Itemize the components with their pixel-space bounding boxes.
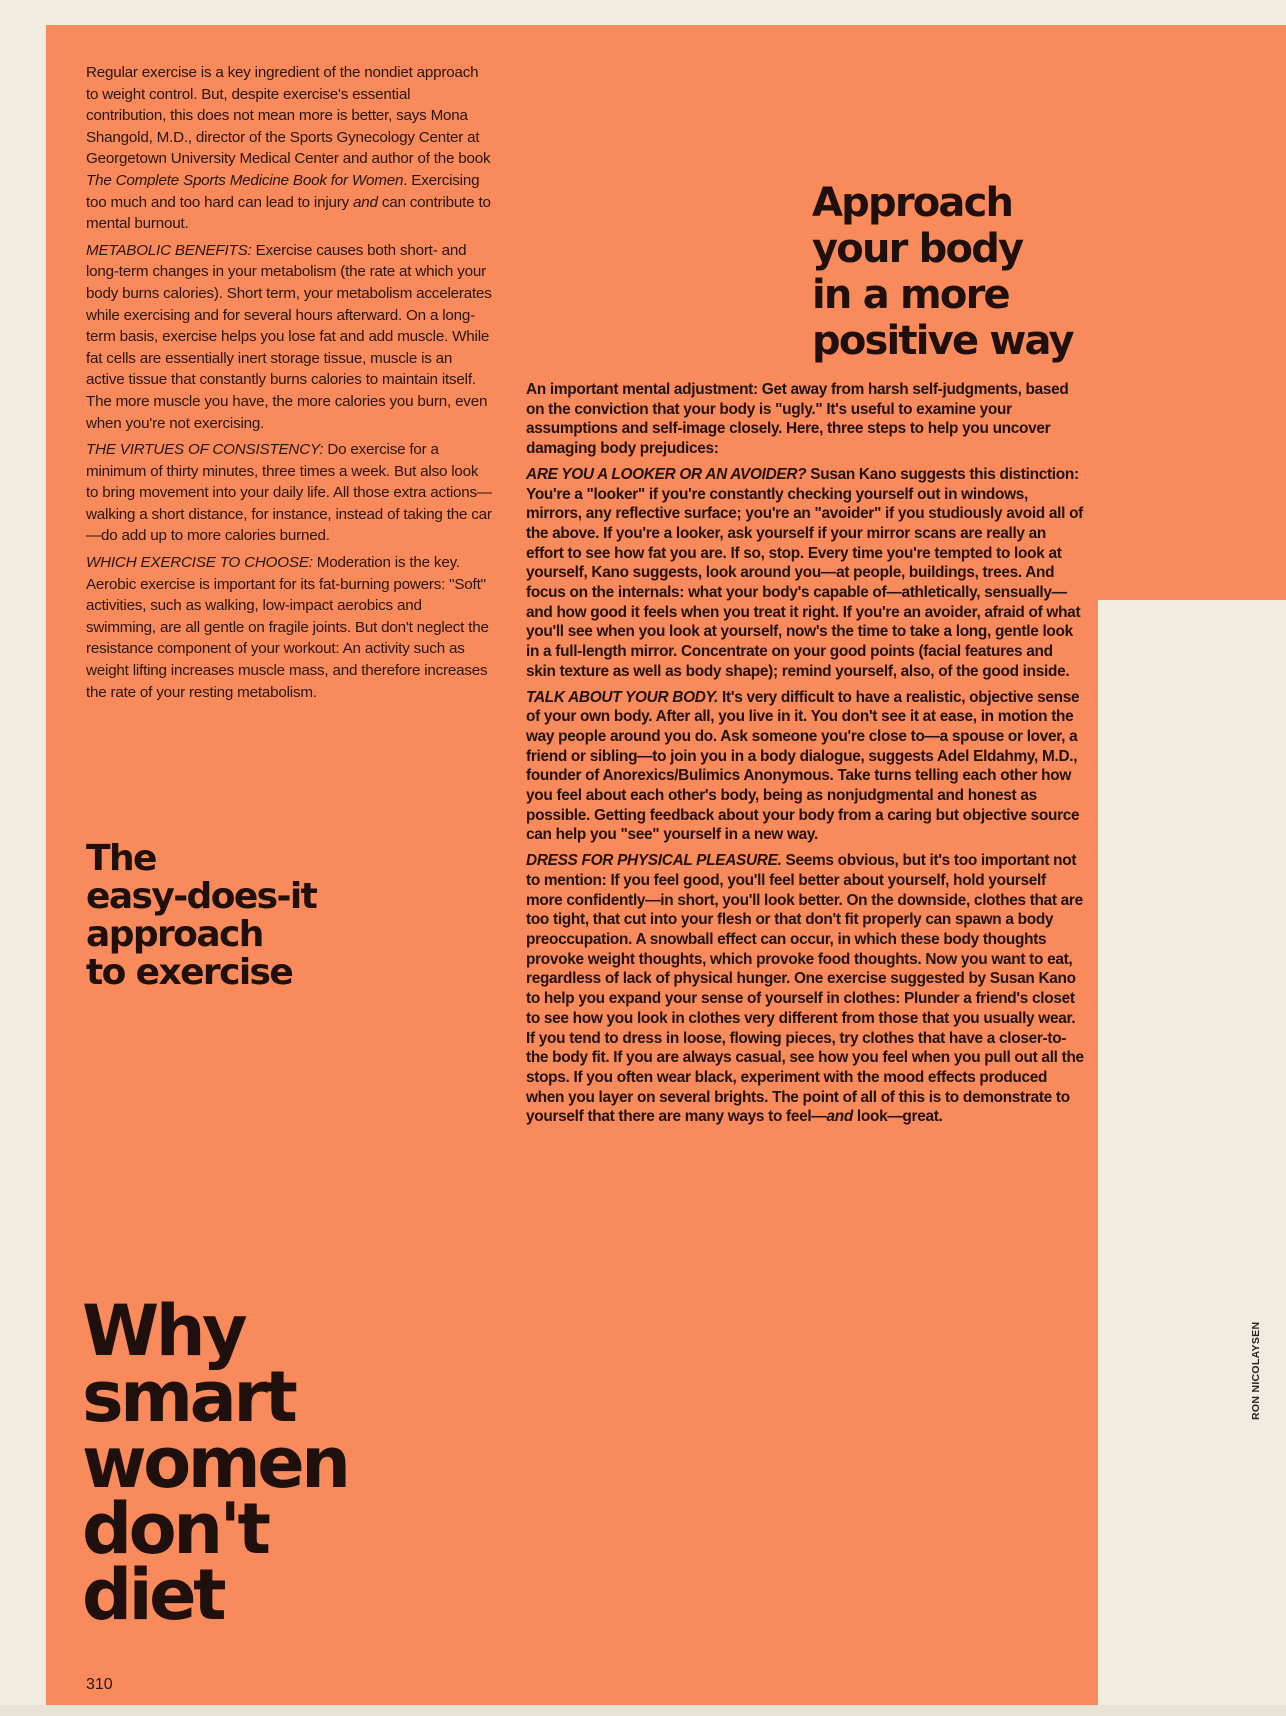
- paragraph-text: Moderation is the key. Aerobic exercise is important for its fat-burning powers: "Soft" activities, such as walking, low-impact aerobics and swimming, are all gentle on fragile joints. But don't neglect the resistance component of your workout: An activity such as weight lifting increases muscle mass, and therefore increases the rate of your resting metabolism.: [86, 554, 489, 701]
- emphasis-and: and: [826, 1108, 853, 1126]
- section-lead: DRESS FOR PHYSICAL PLEASURE.: [526, 852, 782, 870]
- paragraph-text: It's very difficult to have a realistic, objective sense of your own body. After all, you live in it. You don't see it at ease, in motion the way people around you do. Ask someone you're close to—a spouse or lover, a friend or sibling—to join you in a body dialogue, suggests Adel Eldahmy, M.D., founder of Anorexics/Bulimics Anonymous. Take turns telling each other how you feel about each other's body, being as nonjudgmental and honest as possible. Getting feedback about your body from a caring but objective source can help you "see" yourself in a new way.: [526, 688, 1080, 844]
- headline-line: diet: [82, 1554, 224, 1636]
- paragraph-text: Exercise causes both short- and long-term changes in your metabolism (the rate at which your body burns calories). Short term, your metabolism accelerates while exercising and for several hours afterward. On a long-term basis, exercise helps you lose fat and add muscle. While fat cells are essentially inert storage tissue, muscle is an active tissue that constantly burns calories to maintain itself. The more muscle you have, the more calories you burn, even when you're not exercising.: [86, 241, 492, 432]
- headline-line: to exercise: [86, 952, 293, 993]
- metabolic-paragraph: [86, 240, 494, 434]
- right-column: [526, 380, 1086, 1133]
- right-intro-paragraph: An important mental adjustment: Get away from harsh self-judgments, based on the conviction that your body is "ugly." It's useful to examine your assumptions and self-image closely. Here, three steps to help you uncover damaging body prejudices:: [526, 381, 1069, 458]
- photo-credit: RON NICOLAYSEN: [1250, 1321, 1262, 1420]
- talk-paragraph: [526, 688, 1086, 846]
- page-bottom-edge: [0, 1705, 1286, 1716]
- headline-line: don't: [82, 1488, 268, 1570]
- paragraph-text: Do exercise for a minimum of thirty minutes, three times a week. But also look to bring movement into your daily life. All those extra actions—walking a short distance, for instance, instead of taking the car—do add up to more calories burned.: [86, 441, 492, 545]
- looker-paragraph: [526, 465, 1086, 682]
- section-lead: THE VIRTUES OF CONSISTENCY:: [86, 441, 324, 459]
- intro-text: Regular exercise is a key ingredient of the nondiet approach to weight control. But, despite exercise's essential contribution, this does not mean more is better, says Mona Shangold, M.D., director of the Sports Gynecology Center at Georgetown University Medical Center and author of the book: [86, 64, 491, 168]
- headline-line: Approach: [812, 180, 1013, 226]
- headline-line: Why: [82, 1290, 245, 1372]
- dress-paragraph: [526, 851, 1086, 1127]
- headline-approach: [812, 180, 1073, 364]
- intro-paragraph: [86, 62, 494, 235]
- page-number: 310: [86, 1676, 113, 1693]
- headline-line: easy-does-it: [86, 876, 317, 917]
- headline-line: women: [82, 1422, 348, 1504]
- consistency-paragraph: [86, 439, 494, 547]
- intro-text: . Exercising too much and too hard can lead to injury: [86, 171, 480, 211]
- book-title: The Complete Sports Medicine Book for Women: [86, 171, 404, 189]
- section-lead: METABOLIC BENEFITS:: [86, 241, 252, 259]
- headline-why-smart-women: [82, 1290, 348, 1636]
- emphasis-and: and: [353, 193, 378, 211]
- section-lead: ARE YOU A LOOKER OR AN AVOIDER?: [526, 465, 807, 483]
- headline-line: positive way: [812, 318, 1073, 364]
- section-lead: WHICH EXERCISE TO CHOOSE:: [86, 554, 313, 572]
- headline-line: approach: [86, 914, 263, 955]
- which-exercise-paragraph: [86, 552, 494, 703]
- paragraph-text: Susan Kano suggests this distinction: You're a "looker" if you're constantly checking yourself out in windows, mirrors, any reflective surface; you're an "avoider" if you studiously avoid all of the above. If you're a looker, ask yourself if your mirror scans are really an effort to see how fat you are. If so, stop. Every time you're tempted to look at yourself, Kano suggests, look around you—at people, buildings, trees. And focus on the internals: what your body's capable of—athletically, sensually—and how good it feels when you treat it right. If you're an avoider, afraid of what you'll see when you look at yourself, now's the time to take a long, gentle look in a full-length mirror. Concentrate on your good points (facial features and skin texture as well as body shape); remind yourself, also, of the good inside.: [526, 465, 1083, 680]
- paragraph-text: look—great.: [852, 1108, 943, 1126]
- left-column: [86, 62, 494, 708]
- page-margin-notch: [1098, 600, 1286, 1716]
- paragraph-text: Seems obvious, but it's too important not to mention: If you feel good, you'll feel better about yourself, hold yourself more confidently—in short, you'll look better. On the downside, clothes that are too tight, that cut into your flesh or that don't fit properly can spawn a body preoccupation. A snowball effect can occur, in which these body thoughts provoke weight thoughts, which provoke food thoughts. Now you want to eat, regardless of lack of physical hunger. One exercise suggested by Susan Kano to help you expand your sense of yourself in clothes: Plunder a friend's closet to see how you look in clothes very different from those that you usually wear. If you tend to dress in loose, flowing pieces, try clothes that have a closer-to-the body fit. If you are always casual, see how you feel when you pull out all the stops. If you often wear black, experiment with the mood effects produced when you layer on several brights. The point of all of this is to demonstrate to yourself that there are many ways to feel—: [526, 852, 1084, 1126]
- headline-line: your body: [812, 226, 1023, 272]
- intro-text: can contribute to mental burnout.: [86, 193, 491, 233]
- headline-line: The: [86, 838, 156, 879]
- headline-easy-does-it: [86, 840, 316, 992]
- headline-line: in a more: [812, 272, 1009, 318]
- headline-line: smart: [82, 1356, 295, 1438]
- section-lead: TALK ABOUT YOUR BODY.: [526, 688, 719, 706]
